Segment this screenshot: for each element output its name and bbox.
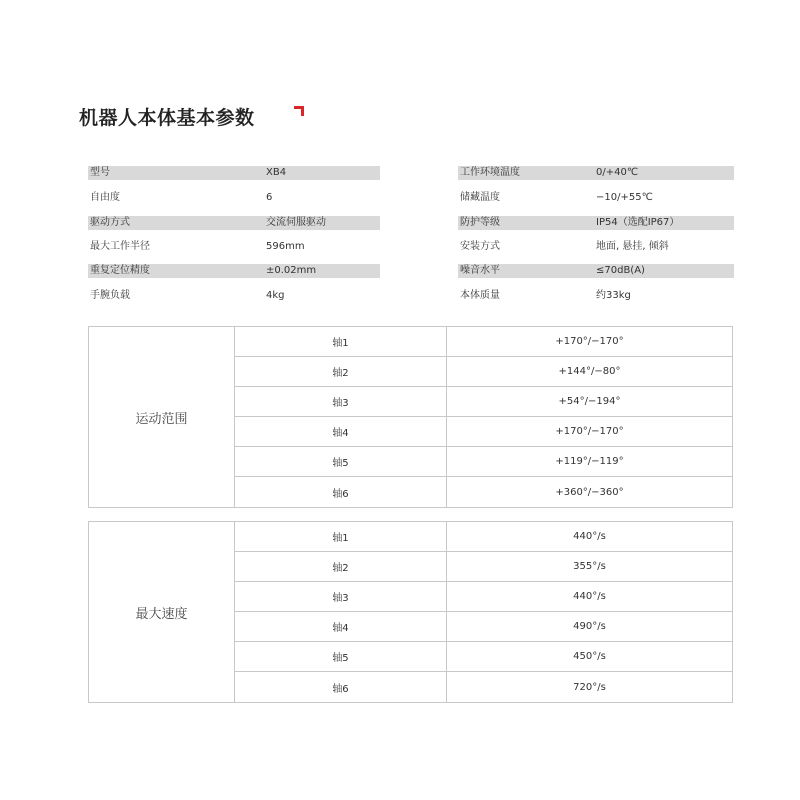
max-speed-label: 最大速度 — [89, 522, 235, 702]
max-speed-table — [88, 521, 733, 703]
spec-row — [458, 264, 734, 278]
range-value: +144°/−80° — [558, 366, 621, 377]
spec-label: 重复定位精度 — [90, 265, 150, 276]
spec-row — [88, 289, 380, 303]
spec-value: 596mm — [266, 241, 305, 252]
axis-label: 轴1 — [235, 327, 447, 356]
table-row — [235, 672, 732, 702]
table-row — [235, 447, 732, 477]
spec-row — [88, 216, 380, 230]
spec-row — [458, 166, 734, 180]
axis-label: 轴5 — [235, 447, 447, 476]
speed-value: 355°/s — [573, 561, 606, 572]
table-row — [235, 582, 732, 612]
spec-value: 6 — [266, 192, 273, 203]
range-value: +54°/−194° — [558, 396, 621, 407]
spec-label: 工作环境温度 — [460, 167, 520, 178]
range-value: +170°/−170° — [555, 426, 624, 437]
speed-value: 440°/s — [573, 591, 606, 602]
motion-range-table — [88, 326, 733, 508]
spec-value: 0/+40℃ — [596, 167, 639, 178]
spec-value: ±0.02mm — [266, 265, 317, 276]
spec-row — [88, 191, 380, 205]
axis-label: 轴4 — [235, 417, 447, 446]
range-value: +360°/−360° — [555, 486, 624, 498]
motion-range-label: 运动范围 — [89, 327, 235, 507]
axis-label: 轴2 — [235, 552, 447, 581]
table-row — [235, 522, 732, 552]
spec-label: 防护等级 — [460, 217, 500, 228]
speed-value: 440°/s — [573, 531, 606, 542]
range-value: +119°/−119° — [555, 456, 624, 467]
table-row — [235, 387, 732, 417]
spec-value: 地面, 悬挂, 倾斜 — [596, 241, 669, 252]
speed-value: 490°/s — [573, 621, 606, 632]
spec-row — [88, 240, 380, 254]
spec-label: 型号 — [90, 167, 110, 178]
corner-accent-icon — [294, 106, 304, 116]
spec-label: 驱动方式 — [90, 217, 130, 228]
speed-value: 720°/s — [573, 681, 606, 693]
spec-label: 自由度 — [90, 192, 120, 203]
spec-row — [88, 264, 380, 278]
spec-value: ≤70dB(A) — [596, 265, 645, 276]
axis-label: 轴3 — [235, 387, 447, 416]
range-value: +170°/−170° — [555, 336, 624, 347]
table-row — [235, 417, 732, 447]
spec-label: 最大工作半径 — [90, 241, 150, 252]
axis-label: 轴6 — [235, 477, 447, 507]
axis-label: 轴3 — [235, 582, 447, 611]
spec-label: 本体质量 — [460, 290, 500, 301]
table-row — [235, 642, 732, 672]
spec-label: 储藏温度 — [460, 192, 500, 203]
speed-value: 450°/s — [573, 651, 606, 662]
spec-value: 交流伺服驱动 — [266, 217, 326, 228]
table-row — [235, 552, 732, 582]
spec-label: 手腕负载 — [90, 290, 130, 301]
spec-value: IP54（选配IP67） — [596, 217, 680, 228]
spec-row — [88, 166, 380, 180]
table-row — [235, 357, 732, 387]
spec-value: XB4 — [266, 167, 287, 178]
axis-label: 轴2 — [235, 357, 447, 386]
spec-row — [458, 216, 734, 230]
spec-value: 约33kg — [596, 290, 631, 301]
axis-label: 轴1 — [235, 522, 447, 551]
spec-row — [458, 289, 734, 303]
table-row — [235, 477, 732, 507]
spec-row — [458, 240, 734, 254]
axis-label: 轴4 — [235, 612, 447, 641]
axis-label: 轴5 — [235, 642, 447, 671]
table-row — [235, 612, 732, 642]
page-title: 机器人本体基本参数 — [79, 107, 255, 129]
table-row — [235, 327, 732, 357]
spec-label: 安装方式 — [460, 241, 500, 252]
axis-label: 轴6 — [235, 672, 447, 702]
spec-value: 4kg — [266, 290, 285, 301]
spec-value: −10/+55℃ — [596, 192, 653, 203]
spec-label: 噪音水平 — [460, 265, 500, 276]
spec-row — [458, 191, 734, 205]
